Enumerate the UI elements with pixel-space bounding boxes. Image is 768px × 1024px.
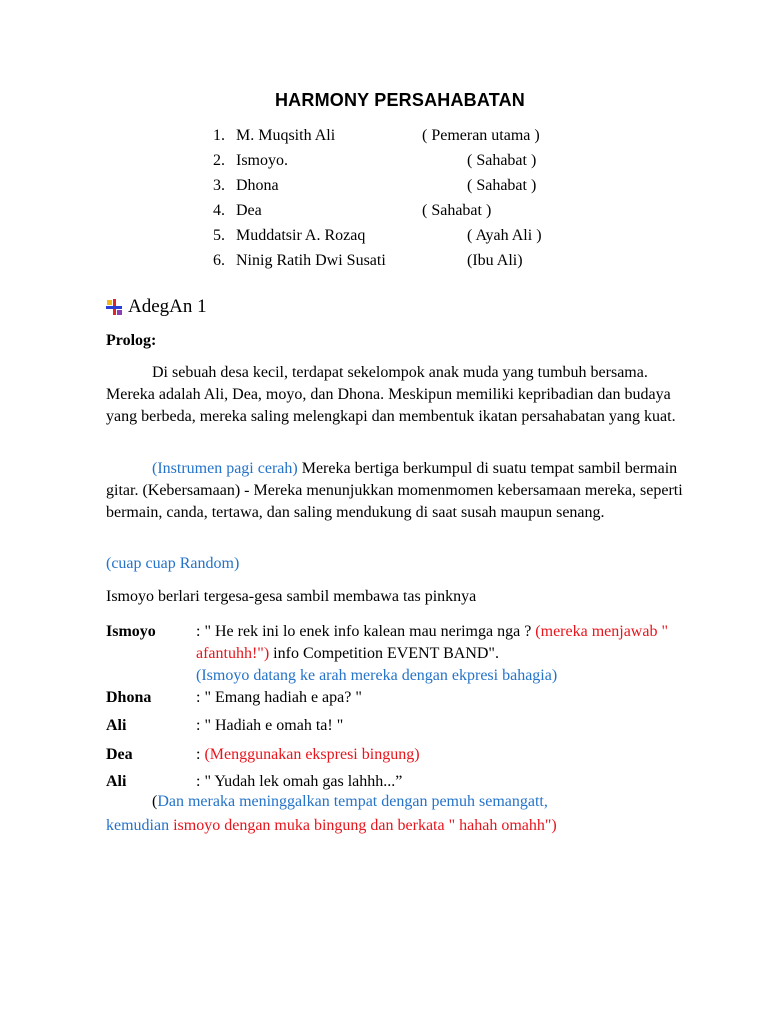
instrument-paragraph — [106, 458, 696, 524]
dialogue-text: : (Menggunakan ekspresi bingung) — [196, 746, 420, 763]
speaker-name: Dea — [106, 746, 133, 763]
colorful-plus-icon — [106, 299, 122, 315]
scene-heading-text: AdegAn 1 — [128, 296, 207, 317]
speaker-name: Ali — [106, 717, 127, 734]
cast-name: Dea — [236, 202, 262, 219]
stage-direction: (Ismoyo datang ke arah mereka dengan ekpresi bahagia) — [196, 667, 558, 684]
dialogue-text: : " He rek ini lo enek info kalean mau nerimga nga ? (mereka menjawab " afantuhh!") info Competition EVENT BAND". (Ismoyo datang ke arah mereka dengan ekpresi bahagia) — [196, 623, 668, 684]
stage-direction: (mereka menjawab " afantuhh!") — [196, 623, 668, 662]
closing-direction-line1: (Dan meraka meninggalkan tempat dengan pemuh semangatt, — [152, 793, 548, 810]
cuap-cue: (cuap cuap Random) — [106, 555, 240, 572]
cast-name: Muddatsir A. Rozaq — [236, 227, 366, 244]
cast-name: M. Muqsith Ali — [236, 127, 336, 144]
cast-number: 1. — [213, 127, 225, 144]
cast-role: ( Sahabat ) — [467, 177, 537, 194]
prolog-text: Di sebuah desa kecil, terdapat sekelompok anak muda yang tumbuh bersama. Mereka adalah Ali, Dea, moyo, dan Dhona. Meskipun memiliki kepribadian dan budaya yang berbeda, mereka saling melengkapi dan membentuk ikatan persahabatan yang kuat. — [106, 364, 676, 425]
speaker-name: Dhona — [106, 689, 152, 706]
cast-role: ( Sahabat ) — [422, 202, 492, 219]
dialogue-text: : " Emang hadiah e apa? " — [196, 689, 362, 706]
ismoyo-action: Ismoyo berlari tergesa-gesa sambil membawa tas pinknya — [106, 588, 477, 605]
cast-number: 5. — [213, 227, 225, 244]
cast-name: Dhona — [236, 177, 279, 194]
prolog-paragraph — [106, 362, 696, 428]
cast-number: 2. — [213, 152, 225, 169]
instrument-cue: (Instrumen pagi cerah) — [152, 460, 298, 477]
scene-heading — [106, 296, 207, 318]
closing-direction-line2: kemudian ismoyo dengan muka bingung dan berkata " hahah omahh") — [106, 817, 557, 834]
dialogue-text: : " Yudah lek omah gas lahhh...” — [196, 773, 403, 790]
cast-number: 3. — [213, 177, 225, 194]
document-title: HARMONY PERSAHABATAN — [274, 90, 525, 110]
cast-role: ( Ayah Ali ) — [467, 227, 542, 244]
cast-number: 4. — [213, 202, 225, 219]
stage-direction: (Menggunakan ekspresi bingung) — [204, 746, 420, 763]
cast-role: (Ibu Ali) — [467, 252, 523, 269]
speaker-name: Ali — [106, 773, 127, 790]
cast-name: Ismoyo. — [236, 152, 288, 169]
cast-role: ( Pemeran utama ) — [422, 127, 540, 144]
prolog-label: Prolog: — [106, 332, 157, 349]
speaker-name: Ismoyo — [106, 623, 156, 640]
dialogue-text: : " Hadiah e omah ta! " — [196, 717, 344, 734]
cast-number: 6. — [213, 252, 225, 269]
instrument-text: Mereka bertiga berkumpul di suatu tempat sambil bermain gitar. (Kebersamaan) - Mereka menunjukkan momenmomen kebersamaan mereka, seperti bermain, canda, tertawa, dan saling mendukung di saat susah maupun senang. — [106, 460, 683, 521]
cast-name: Ninig Ratih Dwi Susati — [236, 252, 386, 269]
cast-role: ( Sahabat ) — [467, 152, 537, 169]
